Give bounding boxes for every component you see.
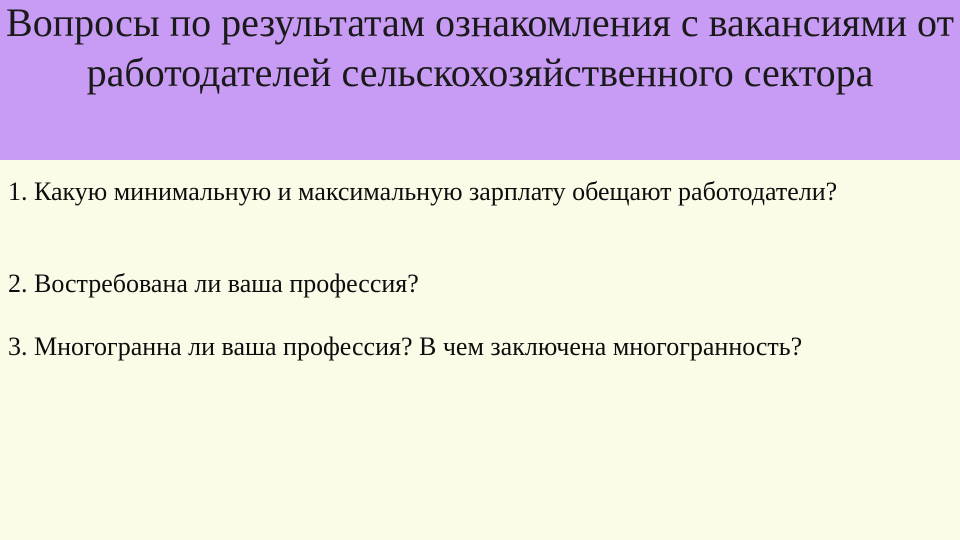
list-item: 2. Востребована ли ваша профессия?: [8, 269, 419, 298]
list-item: 1. Какую минимальную и максимальную зарплату обещают работодатели?: [8, 177, 838, 206]
title-banner: [0, 0, 960, 160]
questions-list: [0, 160, 960, 540]
page-title: Вопросы по результатам ознакомления с вакансиями от работодателей сельскохозяйственного сектора: [6, 0, 954, 96]
list-item: 3. Многогранна ли ваша профессия? В чем заключена многогранность?: [8, 332, 803, 361]
